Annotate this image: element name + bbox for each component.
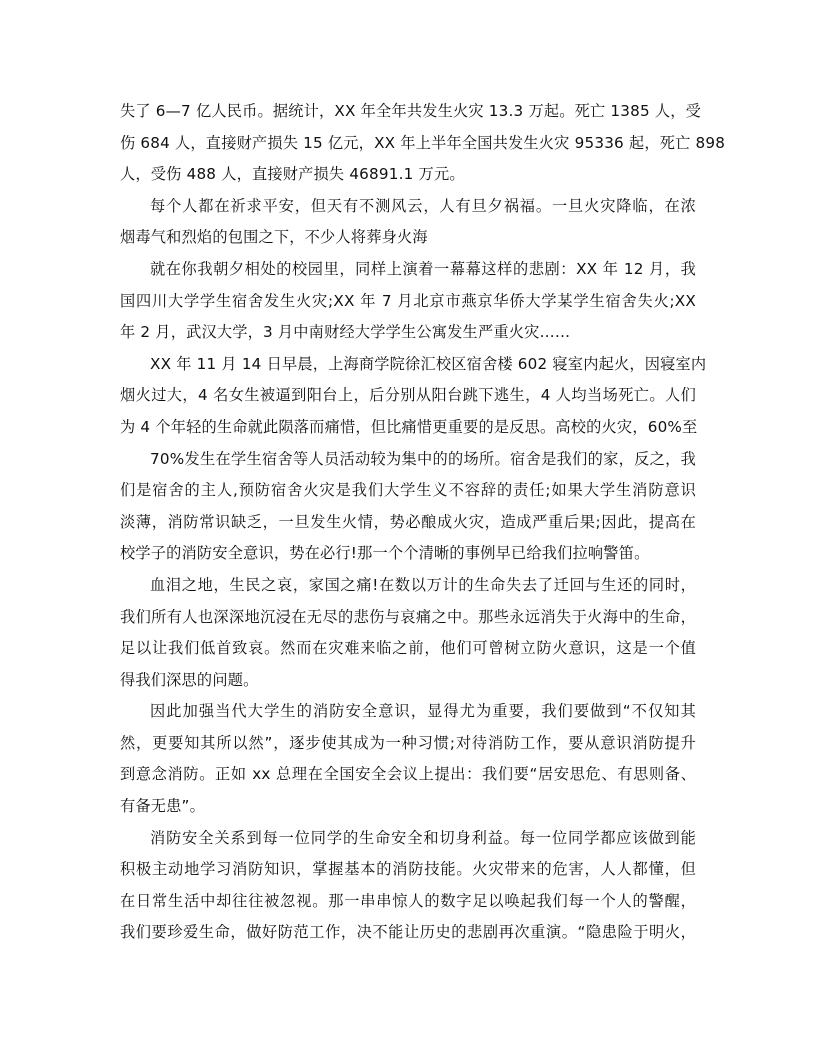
text-line: 们是宿舍的主人,预防宿舍火灾是我们大学生义不容辞的责任;如果大学生消防意识 <box>120 481 696 500</box>
text-line: 然，更要知其所以然”，逐步使其成为一种习惯;对待消防工作，要从意识消防提升 <box>120 733 696 752</box>
text-line: 国四川大学学生宿舍发生火灾;XX 年 7 月北京市燕京华侨大学某学生宿舍失火;XX <box>120 291 696 310</box>
text-line: 足以让我们低首致哀。然而在灾难来临之前，他们可曾树立防火意识，这是一个值 <box>120 639 696 658</box>
paragraph-first-line: XX 年 11 月 14 日早晨，上海商学院徐汇校区宿舍楼 602 寝室内起火，因寝室内 <box>150 354 707 373</box>
paragraph-first-line: 就在你我朝夕相处的校园里，同样上演着一幕幕这样的悲剧：XX 年 12 月，我 <box>150 259 696 278</box>
text-line: 人，受伤 488 人，直接财产损失 46891.1 万元。 <box>120 165 465 184</box>
text-line: 烟毒气和烈焰的包围之下，不少人将葬身火海 <box>120 228 428 247</box>
paragraph-first-line: 因此加强当代大学生的消防安全意识，显得尤为重要，我们要做到“不仅知其 <box>150 702 696 721</box>
text-line: 有备无患”。 <box>120 797 206 816</box>
text-line: 校学子的消防安全意识，势在必行!那一个个清晰的事例早已给我们拉响警笛。 <box>120 544 650 563</box>
text-line: 积极主动地学习消防知识，掌握基本的消防技能。火灾带来的危害，人人都懂，但 <box>120 860 696 879</box>
text-line: 为 4 个年轻的生命就此陨落而痛惜，但比痛惜更重要的是反思。高校的火灾，60%至 <box>120 417 698 436</box>
text-line: 我们所有人也深深地沉浸在无尽的悲伤与哀痛之中。那些永远消失于火海中的生命， <box>120 607 696 626</box>
document-body <box>120 96 726 949</box>
text-line: 我们要珍爱生命，做好防范工作，决不能让历史的悲剧再次重演。“隐患险于明火， <box>120 923 696 942</box>
text-line: 70%发生在学生宿舍等人员活动较为集中的的场所。宿舍是我们的家，反之，我 <box>150 449 696 468</box>
text-line: 年 2 月，武汉大学，3 月中南财经大学学生公寓发生严重火灾…… <box>120 323 571 342</box>
paragraph-first-line: 每个人都在祈求平安，但天有不测风云，人有旦夕祸福。一旦火灾降临，在浓 <box>150 196 696 215</box>
text-line: 得我们深思的问题。 <box>120 670 259 689</box>
text-line: 伤 684 人，直接财产损失 15 亿元，XX 年上半年全国共发生火灾 95336 起，死亡 898 <box>120 133 726 152</box>
paragraph-first-line: 消防安全关系到每一位同学的生命安全和切身利益。每一位同学都应该做到能 <box>150 828 696 847</box>
text-line: 到意念消防。正如 xx 总理在全国安全会议上提出：我们要“居安思危、有思则备、 <box>120 765 696 784</box>
text-line: 烟火过大，4 名女生被逼到阳台上，后分别从阳台跳下逃生，4 人均当场死亡。人们 <box>120 386 696 405</box>
text-line: 在日常生活中却往往被忽视。那一串串惊人的数字足以唤起我们每一个人的警醒， <box>120 891 696 910</box>
text-line: 淡薄，消防常识缺乏，一旦发生火情，势必酿成火灾，造成严重后果;因此，提高在 <box>120 512 696 531</box>
paragraph-first-line: 血泪之地，生民之哀，家国之痛!在数以万计的生命失去了迁回与生还的同时， <box>150 575 696 594</box>
text-line: 失了 6—7 亿人民币。据统计，XX 年全年共发生火灾 13.3 万起。死亡 1385 人，受 <box>120 102 702 120</box>
